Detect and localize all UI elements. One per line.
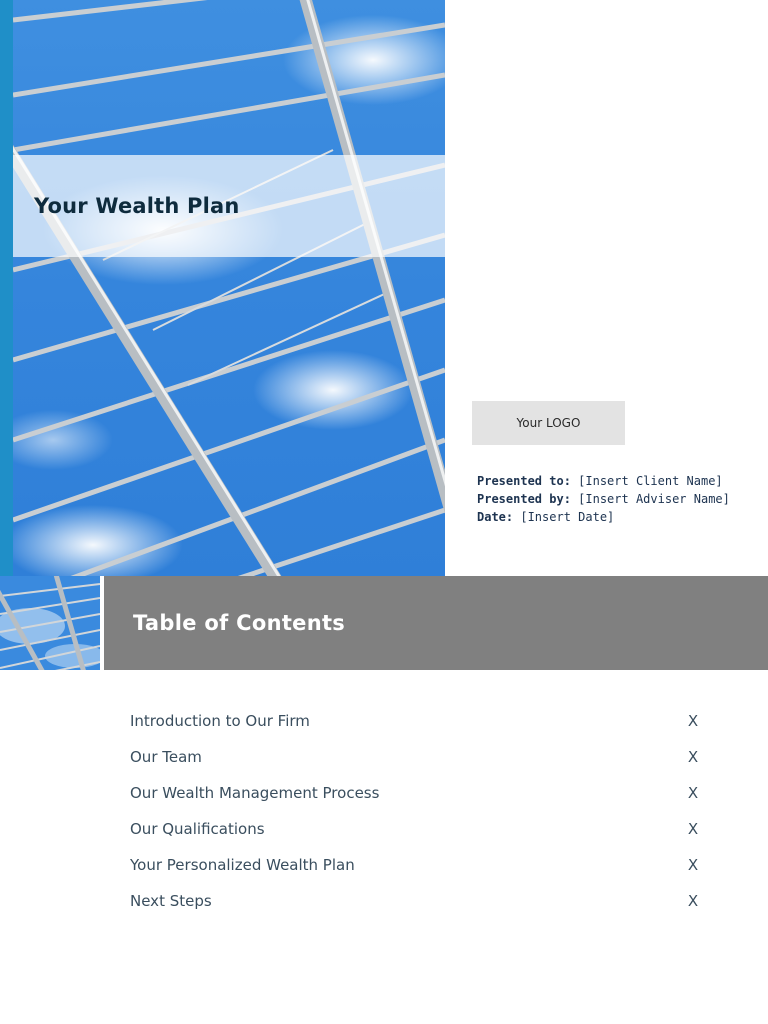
presented-to-label: Presented to: (477, 474, 571, 488)
presented-by-value: [Insert Adviser Name] (578, 492, 730, 506)
toc-header-band (104, 576, 768, 670)
toc-entry-page: X (687, 712, 699, 730)
toc-entry-label: Your Personalized Wealth Plan (130, 856, 355, 874)
toc-heading: Table of Contents (133, 611, 346, 635)
accent-bar (0, 0, 13, 576)
toc-row[interactable] (130, 847, 700, 883)
document-title: Your Wealth Plan (34, 194, 240, 218)
toc-entry-page: X (687, 784, 699, 802)
logo-text: Your LOGO (516, 416, 581, 430)
presented-to-value: [Insert Client Name] (578, 474, 723, 488)
toc-row[interactable] (130, 811, 700, 847)
toc-entry-label: Our Qualifications (130, 820, 265, 838)
presented-by-line (477, 490, 730, 508)
glass-roof-photo (13, 0, 445, 576)
presented-to-line (477, 472, 730, 490)
date-line (477, 508, 730, 526)
toc-entry-page: X (687, 748, 699, 766)
toc-row[interactable] (130, 739, 700, 775)
presentation-details (477, 472, 730, 526)
toc-entry-label: Our Team (130, 748, 202, 766)
logo-placeholder (472, 401, 625, 445)
toc-row[interactable] (130, 703, 700, 739)
date-value: [Insert Date] (520, 510, 615, 524)
presented-by-label: Presented by: (477, 492, 571, 506)
toc-entry-page: X (687, 856, 699, 874)
toc-entry-label: Our Wealth Management Process (130, 784, 380, 802)
toc-list (130, 703, 700, 919)
toc-row[interactable] (130, 883, 700, 919)
date-label: Date: (477, 510, 514, 524)
toc-entry-label: Next Steps (130, 892, 212, 910)
toc-entry-label: Introduction to Our Firm (130, 712, 310, 730)
toc-thumbnail-photo (0, 576, 100, 670)
toc-entry-page: X (687, 820, 699, 838)
toc-row[interactable] (130, 775, 700, 811)
toc-entry-page: X (687, 892, 699, 910)
